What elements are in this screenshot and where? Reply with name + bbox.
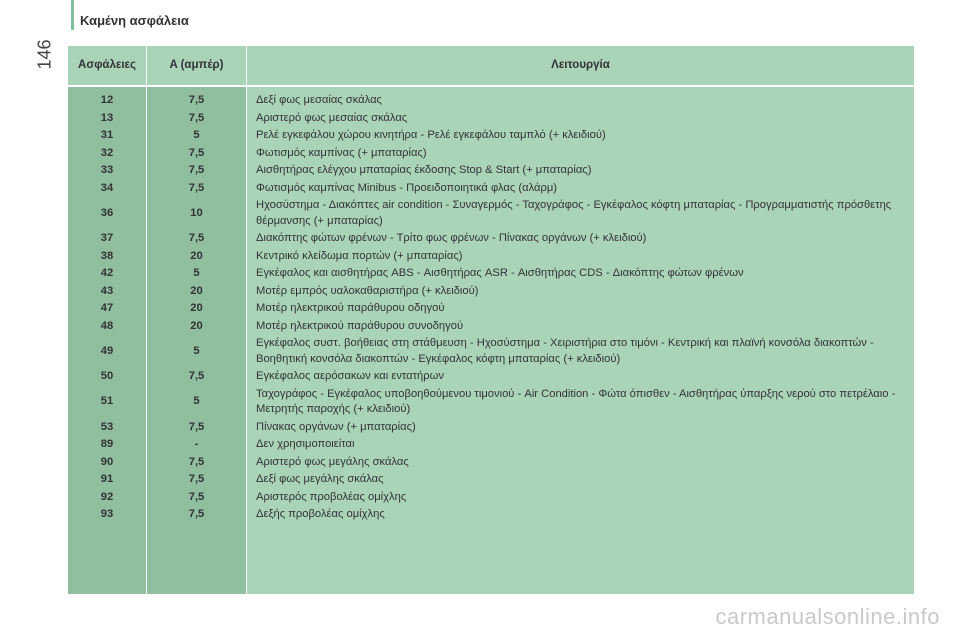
fuse-amps: 7,5 [188,455,205,468]
fuse-function: Εγκέφαλος και αισθητήρας ABS - Αισθητήρας ASR - Αισθητήρας CDS - Διακόπτης φώτων φρένων [256,267,744,279]
fuse-amps: 20 [190,302,203,314]
fuse-function: Αισθητήρας ελέγχου μπαταρίας έκδοσης Stop & Start (+ μπαταρίας) [256,164,592,176]
fuse-amps: 5 [193,129,200,141]
fuse-number: 36 [100,206,114,219]
fuse-number: 43 [100,284,114,297]
table-row [68,110,914,128]
fuse-number: 48 [100,319,114,332]
page-number: 146 [34,39,55,70]
fuse-amps: 7,5 [188,490,205,503]
fuse-function: Μοτέρ ηλεκτρικού παράθυρου συνοδηγού [256,319,464,332]
table-row [68,145,914,163]
fuse-function: Δεξί φως μεσαίας σκάλας [256,94,382,106]
table-row [68,454,914,472]
table-row [68,300,914,318]
fuse-amps: 7,5 [188,111,205,124]
fuse-amps: 20 [190,284,203,297]
fuse-function: Δεξί φως μεγάλης σκάλας [256,473,384,485]
fuse-function: Φωτισμός καμπίνας (+ μπαταρίας) [256,146,427,159]
table-row [68,489,914,507]
fuse-amps: - [194,438,199,450]
fuse-amps: 5 [193,344,200,357]
fuse-function: Κεντρικό κλείδωμα πορτών (+ μπαταρίας) [256,249,463,262]
fuse-amps: 5 [193,395,200,408]
table-row [68,386,914,419]
fuse-number: 31 [100,129,114,141]
fuse-number: 42 [100,267,114,279]
table-row [68,368,914,386]
fuse-amps: 7,5 [188,164,205,176]
fuse-function: Διακόπτης φώτων φρένων - Τρίτο φως φρένων - Πίνακας οργάνων (+ κλειδιού) [256,232,647,244]
fuse-amps: 7,5 [188,420,205,433]
table-row [68,197,914,230]
fuse-number: 13 [100,111,114,124]
fuse-amps: 20 [190,319,203,332]
fuse-amps: 7,5 [188,508,205,520]
table-row [68,127,914,145]
fuse-number: 92 [100,490,114,503]
fuse-function: Δεξής προβολέας ομίχλης [256,508,385,520]
table-row [68,436,914,454]
fuse-amps: 7,5 [188,94,205,106]
fuse-amps: 5 [193,267,200,279]
table-row [68,335,914,368]
table-row [68,162,914,180]
fuse-number: 50 [100,370,114,382]
table-row [68,506,914,524]
header-accent-bar [71,0,74,30]
section-title: Καμένη ασφάλεια [80,13,189,28]
fuse-function: Ταχογράφος - Εγκέφαλος υποβοηθούμενου τιμονιού - Air Condition - Φώτα όπισθεν - Αισθητήρας ύπαρξης νερού στο πετρέλαιο - Μετρητής παροχής (+ κλειδιού) [256,387,896,415]
fuse-function: Αριστερός προβολέας ομίχλης [256,490,407,503]
fuse-number: 32 [100,146,114,159]
table-body [68,92,914,524]
fuse-function: Αριστερό φως μεγάλης σκάλας [256,455,409,468]
table-row [68,230,914,248]
table-row [68,471,914,489]
fuse-function: Μοτέρ εμπρός υαλοκαθαριστήρα (+ κλειδιού) [256,284,479,297]
table-row [68,265,914,283]
fuse-number: 93 [100,508,114,520]
fuse-number: 49 [100,344,114,357]
fuse-function: Αριστερό φως μεσαίας σκάλας [256,111,408,124]
fuse-number: 37 [100,232,114,244]
fuse-number: 51 [100,395,114,408]
fuse-function: Εγκέφαλος συστ. βοήθειας στη στάθμευση - Ηχοσύστημα - Χειριστήρια στο τιμόνι - Κεντρική και πλαϊνή κονσόλα διακοπτών - Βοηθητική κονσόλα διακοπτών - Εγκέφαλος κόφτη μπαταρίας (+ κλειδιού) [256,337,874,365]
fuse-number: 47 [100,302,114,314]
fuse-number: 33 [100,164,114,176]
fuse-amps: 7,5 [188,473,205,485]
fuse-amps: 10 [190,206,203,219]
watermark: carmanualsonline.info [715,604,940,629]
table-row [68,318,914,336]
fuse-function: Ηχοσύστημα - Διακόπτες air condition - Συναγερμός - Ταχογράφος - Εγκέφαλος κόφτη μπαταρίας - Προγραμματιστής πρόσθετης θέρμανσης (+ μπαταρίας) [256,199,892,227]
fuse-table [68,46,914,594]
fuse-number: 34 [100,181,114,194]
fuse-number: 12 [100,94,114,106]
fuse-amps: 7,5 [188,370,205,382]
fuse-function: Φωτισμός καμπίνας Minibus - Προειδοποιητικά φλας (αλάρμ) [256,181,558,194]
header-amps: A (αμπέρ) [169,59,224,71]
fuse-number: 38 [100,249,114,262]
fuse-number: 91 [100,473,114,485]
fuse-amps: 7,5 [188,181,205,194]
header-function: Λειτουργία [551,59,610,71]
fuse-amps: 7,5 [188,232,205,244]
fuse-function: Εγκέφαλος αερόσακων και εντατήρων [256,370,444,382]
table-header [68,46,914,87]
fuse-number: 53 [100,420,114,433]
table-row [68,92,914,110]
fuse-function: Μοτέρ ηλεκτρικού παράθυρου οδηγού [256,302,445,314]
fuse-function: Πίνακας οργάνων (+ μπαταρίας) [256,420,416,433]
fuse-amps: 7,5 [188,146,205,159]
table-row [68,180,914,198]
fuse-amps: 20 [190,249,203,262]
table-row [68,283,914,301]
table-row [68,248,914,266]
fuse-number: 90 [100,455,114,468]
fuse-function: Ρελέ εγκεφάλου χώρου κινητήρα - Ρελέ εγκεφάλου ταμπλό (+ κλειδιού) [256,129,606,141]
table-row [68,419,914,437]
header-fuses: Ασφάλειες [78,59,136,71]
fuse-number: 89 [100,438,114,450]
fuse-function: Δεν χρησιμοποιείται [256,438,355,450]
